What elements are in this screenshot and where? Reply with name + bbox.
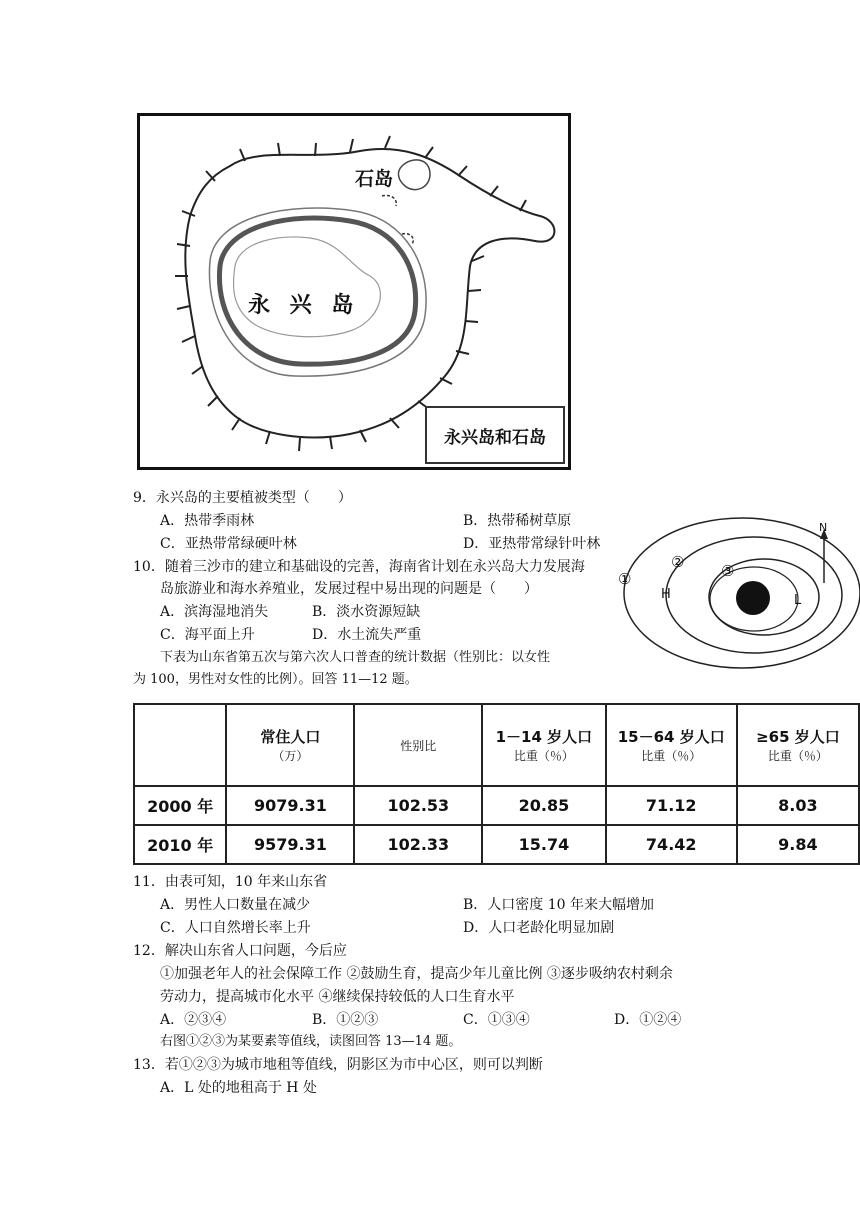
- q12-statement-line2: 劳动力，提高城市化水平 ④继续保持较低的人口生育水平: [160, 989, 515, 1005]
- table-row: [134, 786, 859, 825]
- header-resident-pop-unit: （万）: [272, 749, 309, 763]
- table-cell: 2000 年: [134, 786, 226, 825]
- isoline-label-h: H: [661, 587, 671, 602]
- q13-option-a: A．L 处的地租高于 H 处: [160, 1080, 317, 1096]
- header-resident-pop: 常住人口: [260, 728, 321, 746]
- q10-stem-line1: 10．随着三沙市的建立和基础设的完善，海南省计划在永兴岛大力发展海: [133, 559, 585, 575]
- table-header-cell: [737, 704, 859, 786]
- q10-option-d: D．水土流失严重: [312, 627, 422, 643]
- q10-option-c: C．海平面上升: [160, 627, 255, 643]
- island-map: [137, 113, 571, 470]
- q11-option-a: A．男性人口数量在减少: [160, 897, 311, 913]
- yongxing-island-label: 永 兴 岛: [248, 292, 360, 318]
- table-intro-line2: 为 100，男性对女性的比例）。回答 11—12 题。: [133, 672, 418, 687]
- header-sex-ratio: 性别比: [400, 738, 437, 753]
- q10-stem-line2: 岛旅游业和海水养殖业，发展过程中易出现的问题是（ ）: [160, 581, 538, 597]
- q12-option-b: B．①②③: [312, 1012, 379, 1028]
- q11-option-d: D．人口老龄化明显加剧: [463, 920, 615, 936]
- q9-option-a: A．热带季雨林: [160, 513, 255, 529]
- census-table: [133, 703, 860, 865]
- stone-island-label: 石岛: [355, 168, 394, 190]
- q9-option-d: D．亚热带常绿针叶林: [463, 536, 601, 552]
- table-intro-line1: 下表为山东省第五次与第六次人口普查的统计数据（性别比：以女性: [160, 650, 551, 665]
- q12-stem: 12．解决山东省人口问题，今后应: [133, 943, 347, 959]
- table-cell: 20.85: [482, 786, 605, 825]
- q12-option-a: A．②③④: [160, 1012, 227, 1028]
- header-age-1-14-unit: 比重（％）: [513, 749, 574, 763]
- table-row: [134, 825, 859, 864]
- q10-option-a: A．滨海湿地消失: [160, 604, 269, 620]
- q12-statement-line1: ①加强老年人的社会保障工作 ②鼓励生育，提高少年儿童比例 ③逐步吸纳农村剩余: [160, 966, 673, 982]
- q13-stem: 13．若①②③为城市地租等值线，阴影区为市中心区，则可以判断: [133, 1057, 543, 1073]
- q9-option-c: C．亚热带常绿硬叶林: [160, 536, 297, 552]
- table-header-row: [134, 704, 859, 786]
- table-header-cell: [226, 704, 354, 786]
- q9-option-b: B．热带稀树草原: [463, 513, 572, 529]
- isoline-drawing: [616, 515, 860, 670]
- q9-stem: 9．永兴岛的主要植被类型（ ）: [133, 490, 352, 506]
- q10-option-b: B．淡水资源短缺: [312, 604, 421, 620]
- header-age-65plus-unit: 比重（％）: [767, 749, 828, 763]
- q13-14-intro: 右图①②③为某要素等值线，读图回答 13—14 题。: [160, 1034, 462, 1049]
- table-header-cell: [606, 704, 737, 786]
- map-title: 永兴岛和石岛: [425, 406, 565, 464]
- table-cell: 8.03: [737, 786, 859, 825]
- table-cell: 15.74: [482, 825, 605, 864]
- table-header-cell: [354, 704, 482, 786]
- table-header-cell: [482, 704, 605, 786]
- table-cell: 74.42: [606, 825, 737, 864]
- isoline-label-2: ②: [671, 553, 685, 571]
- north-arrow-label: N: [819, 521, 828, 534]
- q11-option-c: C．人口自然增长率上升: [160, 920, 311, 936]
- isoline-label-3: ③: [721, 562, 735, 580]
- isoline-label-1: ①: [618, 570, 632, 588]
- table-cell: 2010 年: [134, 825, 226, 864]
- q11-option-b: B．人口密度 10 年来大幅增加: [463, 897, 655, 913]
- header-age-1-14: 1－14 岁人口: [495, 728, 593, 746]
- header-age-15-64-unit: 比重（％）: [641, 749, 702, 763]
- q12-option-d: D．①②④: [614, 1012, 682, 1028]
- header-age-15-64: 15－64 岁人口: [617, 728, 725, 746]
- table-cell: 102.33: [354, 825, 482, 864]
- q11-stem: 11．由表可知，10 年来山东省: [133, 874, 328, 890]
- q12-option-c: C．①③④: [463, 1012, 530, 1028]
- header-age-65plus: ≥65 岁人口: [756, 728, 840, 746]
- table-cell: 9.84: [737, 825, 859, 864]
- table-cell: 102.53: [354, 786, 482, 825]
- table-cell: 9579.31: [226, 825, 354, 864]
- isoline-diagram: [616, 515, 860, 670]
- table-cell: 71.12: [606, 786, 737, 825]
- table-cell: 9079.31: [226, 786, 354, 825]
- table-header-cell: [134, 704, 226, 786]
- isoline-label-l: L: [794, 593, 802, 608]
